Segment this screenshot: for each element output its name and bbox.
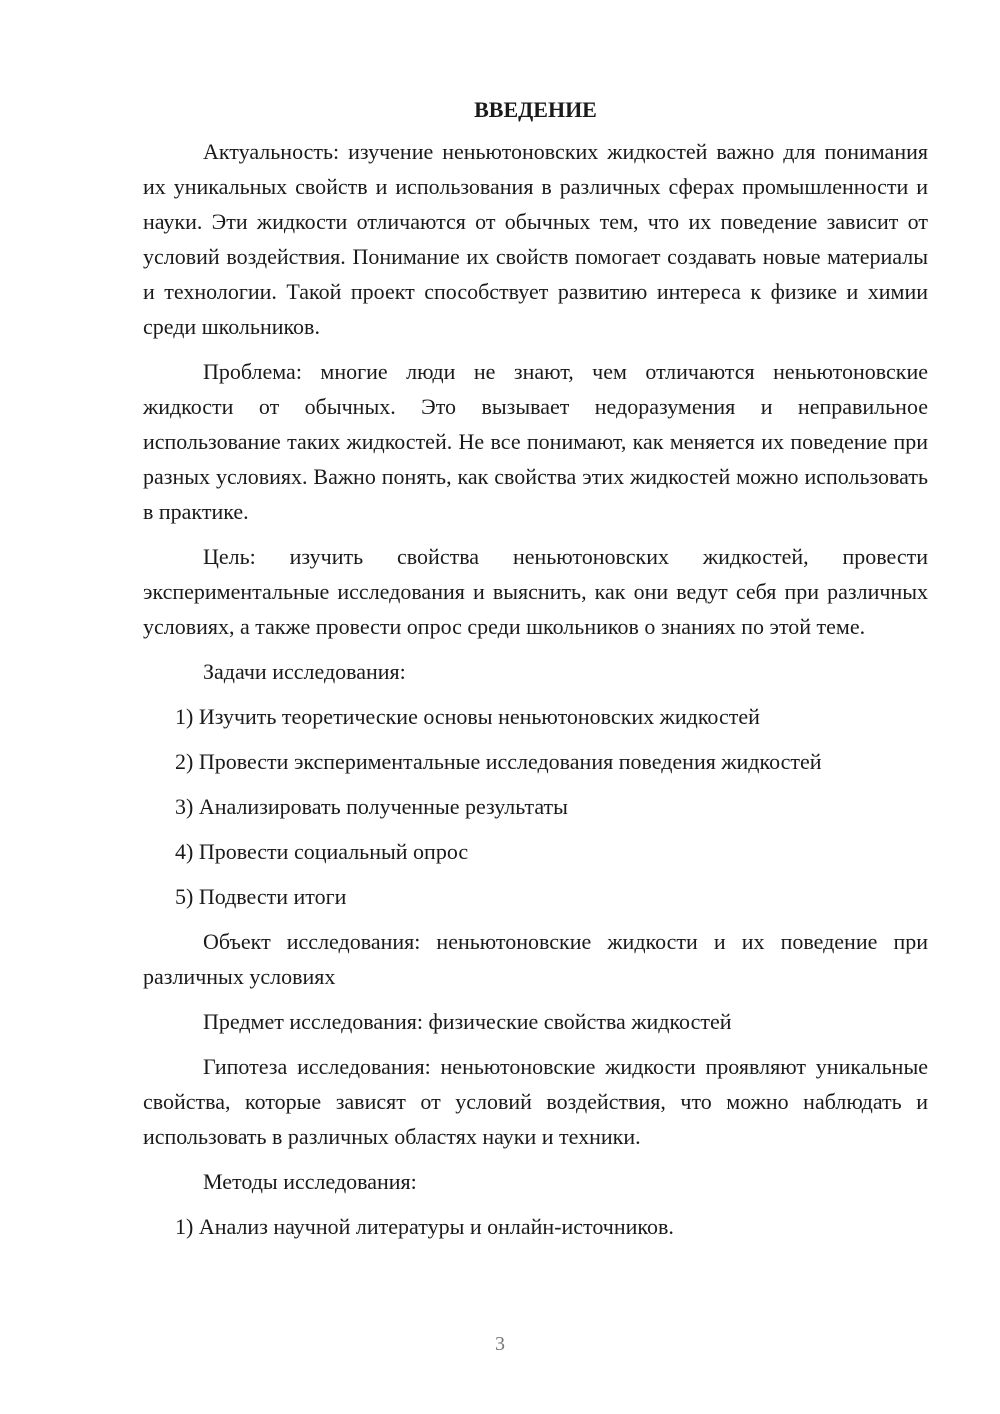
- list-item: 2) Провести экспериментальные исследования поведения жидкостей: [175, 749, 822, 774]
- problem-paragraph: Проблема: многие люди не знают, чем отличаются неньютоновские жидкости от обычных. Это вызывает недоразумения и неправильное использование таких жидкостей. Не все понимают, как меняется их поведение при разных условиях. Важно понять, как свойства этих жидкостей можно использовать в практике.: [143, 359, 928, 524]
- document-page: [143, 96, 928, 1254]
- tasks-heading: Задачи исследования:: [203, 659, 406, 684]
- tasks-list: [143, 699, 928, 914]
- object-paragraph: Объект исследования: неньютоновские жидкости и их поведение при различных условиях: [143, 929, 928, 989]
- page-number: 3: [495, 1333, 505, 1355]
- goal-paragraph: Цель: изучить свойства неньютоновских жидкостей, провести экспериментальные исследования и выяснить, как они ведут себя при различных условиях, а также провести опрос среди школьников о знаниях по этой теме.: [143, 544, 928, 639]
- page-title: ВВЕДЕНИЕ: [474, 97, 597, 122]
- list-item: 1) Изучить теоретические основы неньютоновских жидкостей: [175, 704, 760, 729]
- list-item: 1) Анализ научной литературы и онлайн-источников.: [175, 1214, 674, 1239]
- methods-heading: Методы исследования:: [203, 1169, 417, 1194]
- hypothesis-paragraph: Гипотеза исследования: неньютоновские жидкости проявляют уникальные свойства, которые зависят от условий воздействия, что можно наблюдать и использовать в различных областях науки и техники.: [143, 1054, 928, 1149]
- relevance-paragraph: Актуальность: изучение неньютоновских жидкостей важно для понимания их уникальных свойств и использования в различных сферах промышленности и науки. Эти жидкости отличаются от обычных тем, что их поведение зависит от условий воздействия. Понимание их свойств помогает создавать новые материалы и технологии. Такой проект способствует развитию интереса к физике и химии среди школьников.: [143, 139, 928, 339]
- subject-paragraph: Предмет исследования: физические свойства жидкостей: [203, 1009, 732, 1034]
- list-item: 4) Провести социальный опрос: [175, 839, 469, 864]
- list-item: 3) Анализировать полученные результаты: [175, 794, 568, 819]
- list-item: 5) Подвести итоги: [175, 884, 347, 909]
- methods-list: [143, 1209, 928, 1244]
